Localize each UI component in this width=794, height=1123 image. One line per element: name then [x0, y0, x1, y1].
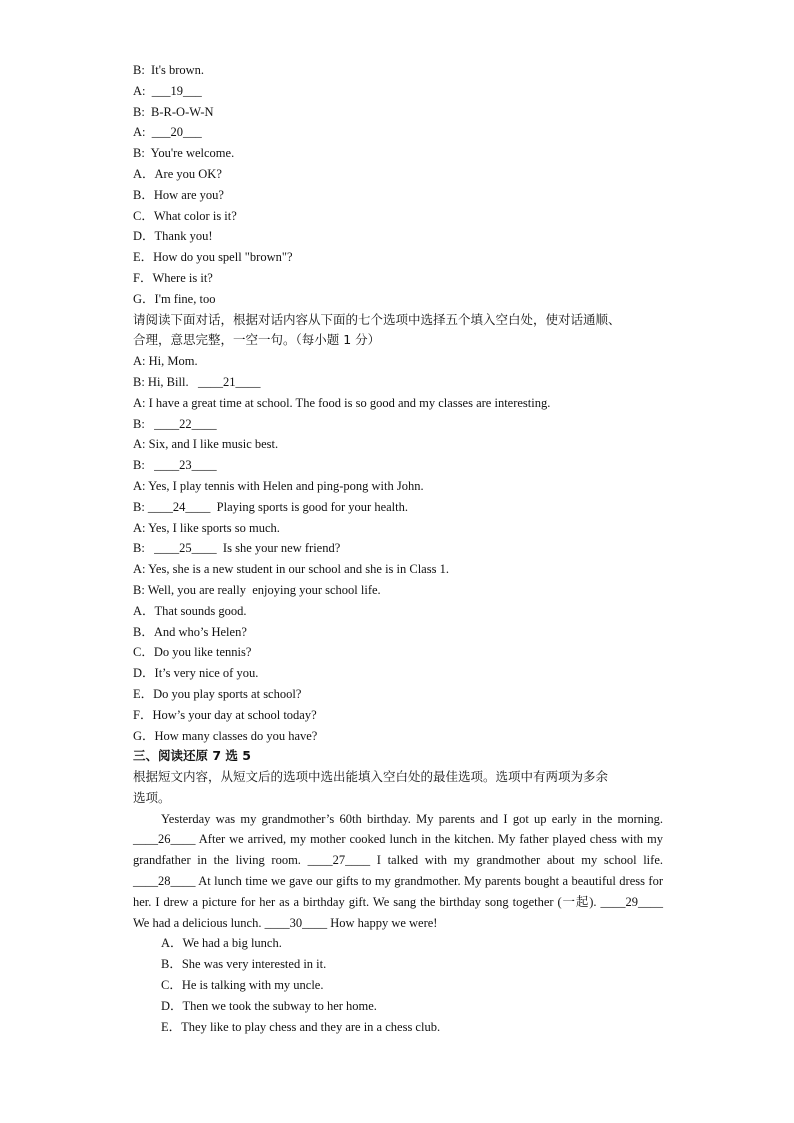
section-instruction: 选项。: [133, 789, 171, 805]
option-item: A．Are you OK?: [133, 166, 222, 181]
option-item: E．Do you play sports at school?: [133, 686, 302, 701]
dialogue-line: A: Yes, she is a new student in our school and she is in Class 1.: [133, 562, 449, 577]
option-item: C．He is talking with my uncle.: [161, 978, 324, 993]
option-item: G．How many classes do you have?: [133, 728, 318, 743]
section-instruction: 根据短文内容，从短文后的选项中选出能填入空白处的最佳选项。选项中有两项为多余: [133, 769, 609, 785]
option-item: A．That sounds good.: [133, 603, 247, 618]
option-item: B．And who’s Helen?: [133, 624, 247, 639]
dialogue-line: B: Hi, Bill. ____21____: [133, 374, 261, 389]
dialogue-line: A: Yes, I play tennis with Helen and ping-pong with John.: [133, 478, 424, 493]
dialogue-line: B: B-R-O-W-N: [133, 104, 214, 119]
dialogue-line: A: ___19___: [133, 83, 202, 98]
dialogue-line: A: Yes, I like sports so much.: [133, 520, 280, 535]
option-item: B．She was very interested in it.: [161, 957, 327, 972]
option-item: C．Do you like tennis?: [133, 645, 252, 660]
section-heading: 三、阅读还原 7 选 5: [133, 748, 251, 764]
section-instruction: 合理，意思完整，一空一句。（每小题 1 分）: [133, 332, 381, 348]
option-item: F．How’s your day at school today?: [133, 707, 317, 722]
dialogue-line: B: ____24____ Playing sports is good for your health.: [133, 499, 408, 514]
dialogue-line: A: Six, and I like music best.: [133, 437, 279, 452]
option-item: D．Then we took the subway to her home.: [161, 998, 377, 1013]
dialogue-line: B: Well, you are really enjoying your school life.: [133, 582, 381, 597]
option-item: B．How are you?: [133, 187, 224, 202]
reading-passage: [133, 809, 663, 934]
option-item: C．What color is it?: [133, 208, 237, 223]
option-item: F．Where is it?: [133, 270, 213, 285]
dialogue-line: A: I have a great time at school. The food is so good and my classes are interesting.: [133, 395, 551, 410]
worksheet-content: [133, 60, 663, 1037]
dialogue-line: B: You're welcome.: [133, 146, 235, 161]
option-item: D．Thank you!: [133, 229, 213, 244]
option-item: E．How do you spell "brown"?: [133, 250, 293, 265]
dialogue-line: B: ____22____: [133, 416, 217, 431]
option-item: D．It’s very nice of you.: [133, 666, 259, 681]
option-item: E．They like to play chess and they are in a chess club.: [161, 1019, 441, 1034]
dialogue-line: B: It's brown.: [133, 63, 205, 77]
section-instruction: 请阅读下面对话，根据对话内容从下面的七个选项中选择五个填入空白处，使对话通顺、: [133, 311, 621, 327]
dialogue-line: A: ___20___: [133, 125, 202, 140]
dialogue-line: B: ____25____ Is she your new friend?: [133, 541, 341, 556]
dialogue-line: A: Hi, Mom.: [133, 354, 198, 369]
option-item: A．We had a big lunch.: [161, 936, 282, 951]
passage-text: Yesterday was my grandmother’s 60th birthday. My parents and I got up early in the morning. ____26____ After we arrived, my mother cooked lunch in the kitchen. My father played chess with my grandfather in the living room. ____27____ I talked with my grandmother about my school life. ____28____ At lunch time we gave our gifts to my grandmother. My parents bought a beautiful dress for her. I drew a picture for her as a birthday gift. We sang the birthday song together (一起). ____29____ We had a delicious lunch. ____30____ How happy we were!: [133, 811, 663, 930]
dialogue-line: B: ____23____: [133, 458, 217, 473]
option-item: G．I'm fine, too: [133, 291, 216, 306]
